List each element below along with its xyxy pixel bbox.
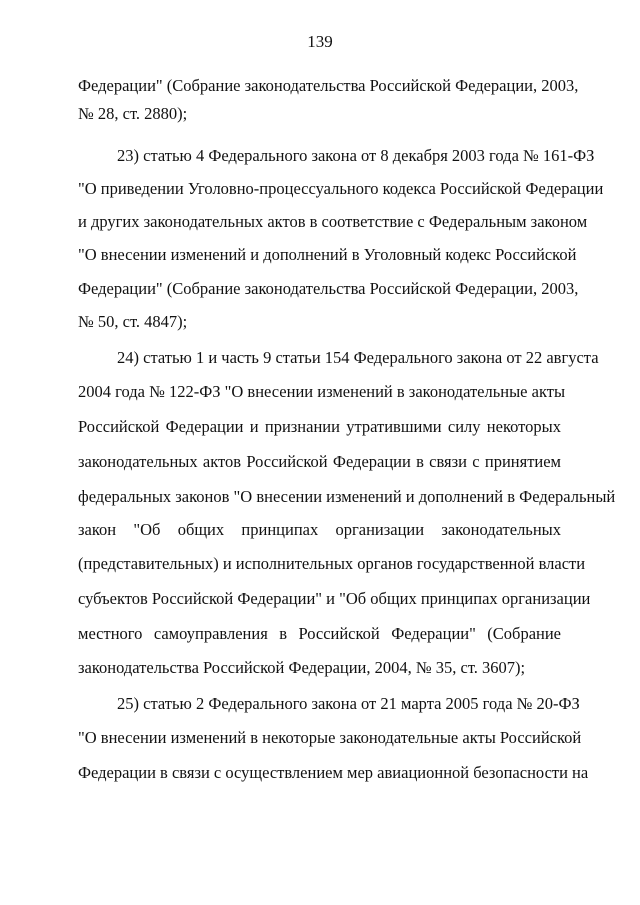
body-line: местного самоуправления в Российской Федерации" (Собрание — [78, 624, 561, 643]
body-line: (представительных) и исполнительных органов государственной власти — [78, 554, 586, 573]
body-line: "О приведении Уголовно-процессуального кодекса Российской Федерации — [78, 179, 604, 198]
body-line: Российской Федерации и признании утратившими силу некоторых — [78, 417, 561, 436]
body-line: 2004 года № 122-ФЗ "О внесении изменений в законодательные акты — [78, 382, 566, 401]
body-line: закон "Об общих принципах организации законодательных — [78, 520, 561, 539]
body-line: № 50, ст. 4847); — [78, 312, 188, 331]
body-line: № 28, ст. 2880); — [78, 104, 188, 123]
body-line: федеральных законов "О внесении изменений и дополнений в Федеральный — [78, 487, 616, 506]
list-item-24-line: 24) статью 1 и часть 9 статьи 154 Федерального закона от 22 августа — [117, 348, 599, 367]
page-number: 139 — [307, 32, 333, 51]
body-line: законодательных актов Российской Федерации в связи с принятием — [78, 452, 561, 471]
body-line: Федерации в связи с осуществлением мер авиационной безопасности на — [78, 763, 589, 782]
body-line: Федерации" (Собрание законодательства Российской Федерации, 2003, — [78, 279, 579, 298]
body-line: Федерации" (Собрание законодательства Российской Федерации, 2003, — [78, 76, 579, 95]
list-item-25-line: 25) статью 2 Федерального закона от 21 марта 2005 года № 20-ФЗ — [117, 694, 580, 713]
body-line: "О внесении изменений в некоторые законодательные акты Российской — [78, 728, 582, 747]
body-line: "О внесении изменений и дополнений в Уголовный кодекс Российской — [78, 245, 577, 264]
list-item-23-line: 23) статью 4 Федерального закона от 8 декабря 2003 года № 161-ФЗ — [117, 146, 595, 165]
body-line: законодательства Российской Федерации, 2004, № 35, ст. 3607); — [78, 658, 526, 677]
body-line: и других законодательных актов в соответствие с Федеральным законом — [78, 212, 588, 231]
body-line: субъектов Российской Федерации" и "Об общих принципах организации — [78, 589, 591, 608]
